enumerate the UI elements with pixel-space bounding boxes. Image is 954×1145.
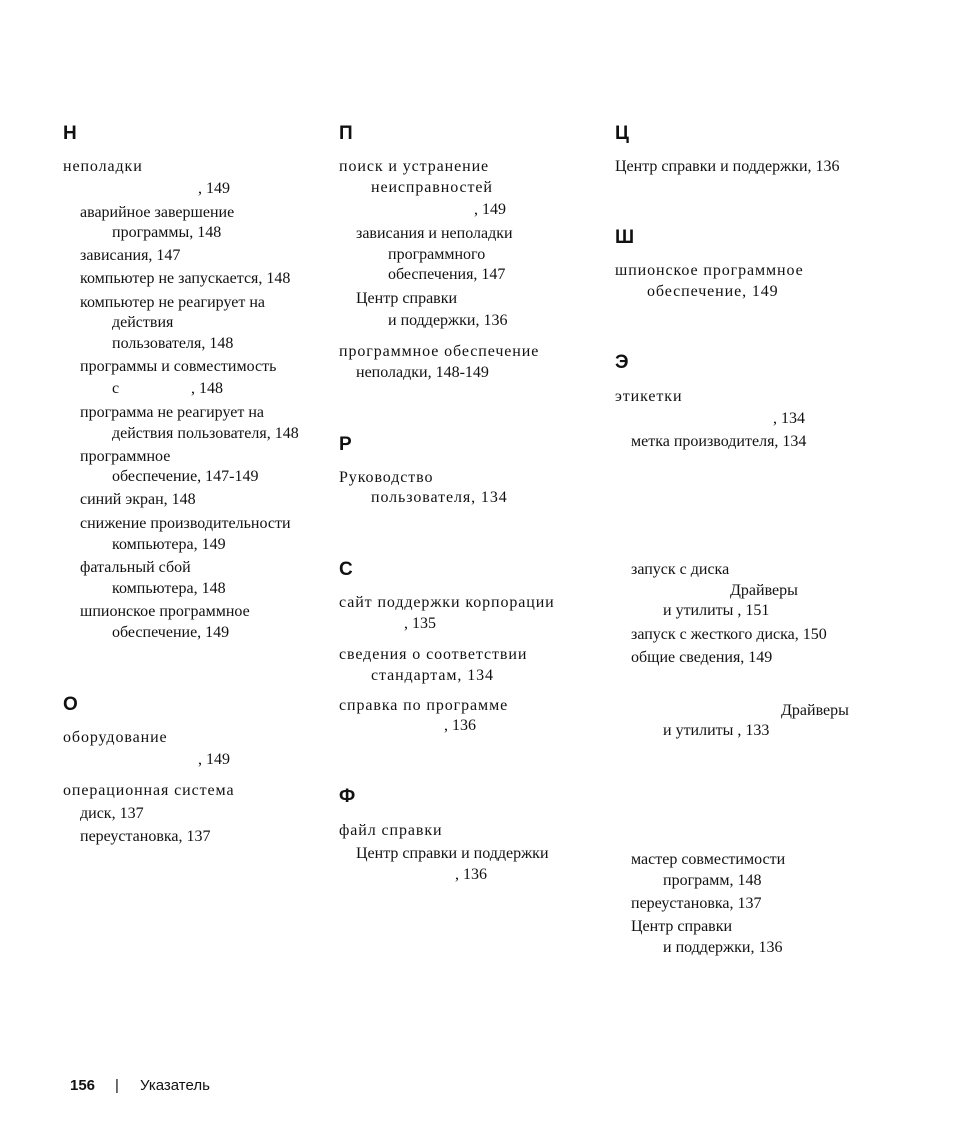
index-heading-s: С (339, 559, 353, 580)
index-entry: программного (388, 246, 486, 263)
index-entry: переустановка, 137 (631, 895, 762, 912)
index-entry: компьютер не запускается, 148 (80, 270, 291, 287)
footer-section-title: Указатель (140, 1077, 210, 1094)
index-entry: этикетки (615, 388, 683, 405)
index-entry: неполадки (63, 158, 143, 175)
footer-separator: | (115, 1077, 119, 1094)
index-heading-ts: Ц (615, 123, 629, 144)
index-entry: обеспечение, 147-149 (112, 468, 259, 485)
index-entry: аварийное завершение (80, 204, 235, 221)
index-entry: шпионское программное (615, 262, 804, 279)
index-heading-r: Р (339, 434, 352, 455)
index-entry: компьютера, 148 (112, 580, 226, 597)
index-entry: зависания, 147 (80, 247, 181, 264)
index-entry: зависания и неполадки (356, 225, 513, 242)
index-entry: , 149 (198, 180, 230, 197)
index-entry: Центр справки и поддержки, 136 (615, 158, 840, 175)
index-heading-f: Ф (339, 786, 356, 807)
index-entry: неисправностей (371, 179, 493, 196)
index-heading-n: Н (63, 123, 77, 144)
index-entry: действия пользователя, 148 (112, 425, 299, 442)
index-entry: и утилиты , 133 (663, 722, 770, 739)
index-entry: метка производителя, 134 (631, 433, 807, 450)
index-entry: справка по программе (339, 697, 509, 714)
index-entry: программ, 148 (663, 872, 762, 889)
index-heading-e: Э (615, 352, 629, 373)
index-entry: обеспечение, 149 (112, 624, 230, 641)
index-entry: и поддержки, 136 (663, 939, 783, 956)
index-entry: программное обеспечение (339, 343, 540, 360)
index-entry: , 149 (198, 751, 230, 768)
index-entry: обеспечение, 149 (647, 283, 779, 300)
index-entry: , 148 (191, 380, 223, 397)
index-entry: стандартам, 134 (371, 667, 494, 684)
index-entry: Руководство (339, 469, 434, 486)
index-entry: и поддержки, 136 (388, 312, 508, 329)
index-entry: файл справки (339, 822, 443, 839)
index-entry: , 136 (455, 866, 487, 883)
index-entry: поиск и устранение (339, 158, 490, 175)
page-number: 156 (70, 1077, 96, 1094)
index-entry: обеспечения, 147 (388, 266, 506, 283)
index-heading-o: О (63, 694, 78, 715)
index-entry: Центр справки и поддержки (356, 845, 549, 862)
index-entry: программы, 148 (112, 224, 222, 241)
index-entry: диск, 137 (80, 805, 144, 822)
index-entry: Драйверы (781, 702, 849, 719)
index-heading-p: П (339, 123, 353, 144)
index-entry: операционная система (63, 782, 235, 799)
index-entry: , 135 (404, 615, 436, 632)
index-entry: программы и совместимость (80, 358, 277, 375)
index-entry: снижение производительности (80, 515, 291, 532)
index-entry: Центр справки (356, 290, 458, 307)
index-entry: , 136 (444, 717, 476, 734)
index-entry: компьютер не реагирует на (80, 294, 265, 311)
index-entry: пользователя, 134 (371, 489, 508, 506)
index-entry: фатальный сбой (80, 559, 191, 576)
index-heading-sh: Ш (615, 227, 635, 248)
index-entry: синий экран, 148 (80, 491, 196, 508)
index-entry: и утилиты , 151 (663, 602, 770, 619)
index-entry: программное (80, 448, 171, 465)
index-entry: сведения о соответствии (339, 646, 528, 663)
index-entry: запуск с диска (631, 561, 730, 578)
index-entry: Драйверы (730, 582, 798, 599)
index-entry: запуск с жесткого диска, 150 (631, 626, 827, 643)
index-entry: общие сведения, 149 (631, 649, 773, 666)
index-entry: программа не реагирует на (80, 404, 264, 421)
index-entry: с (112, 380, 120, 397)
index-entry: шпионское программное (80, 603, 250, 620)
index-entry: компьютера, 149 (112, 536, 226, 553)
index-entry: действия (112, 314, 174, 331)
index-entry: оборудование (63, 729, 168, 746)
index-entry: неполадки, 148-149 (356, 364, 489, 381)
index-entry: , 149 (474, 201, 506, 218)
index-entry: Центр справки (631, 918, 733, 935)
index-entry: сайт поддержки корпорации (339, 594, 555, 611)
index-entry: переустановка, 137 (80, 828, 211, 845)
index-entry: мастер совместимости (631, 851, 786, 868)
index-entry: , 134 (773, 410, 805, 427)
index-entry: пользователя, 148 (112, 335, 234, 352)
